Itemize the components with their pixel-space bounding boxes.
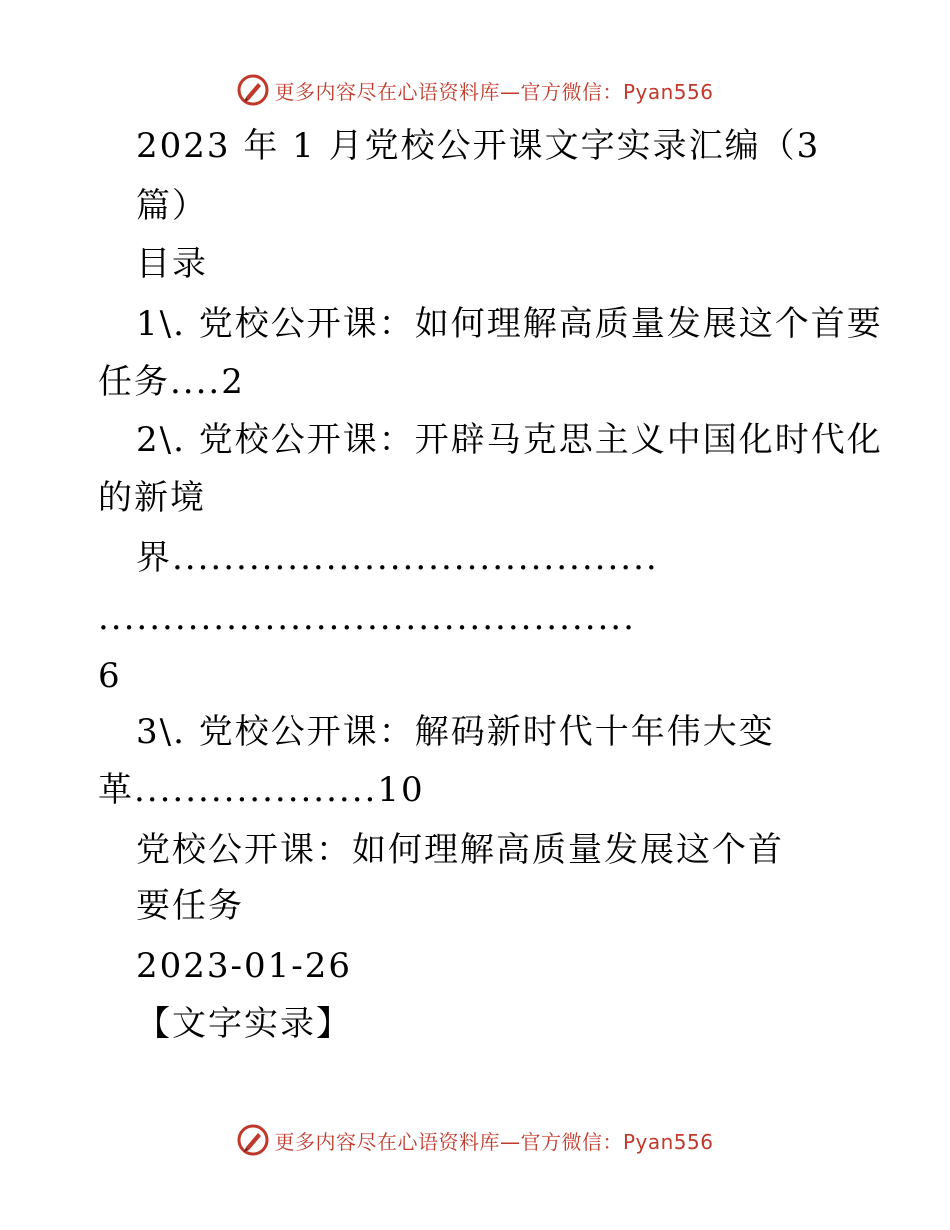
watermark-text: 更多内容尽在心语资料库—官方微信：Pyan556	[274, 79, 714, 104]
toc-item-3-line2[interactable]: 革...................10	[98, 770, 425, 810]
document-date: 2023-01-26	[136, 946, 353, 986]
toc-item-3-line1[interactable]: 3\. 党校公开课：解码新时代十年伟大变	[136, 712, 775, 752]
watermark-banner-bottom	[0, 1120, 950, 1160]
document-title-line1: 2023 年 1 月党校公开课文字实录汇编（3	[136, 126, 821, 166]
toc-item-1-line2[interactable]: 任务....2	[98, 362, 245, 402]
watermark-banner-top	[0, 70, 950, 110]
document-title-line2: 篇）	[136, 186, 208, 226]
toc-heading: 目录	[136, 244, 208, 284]
toc-item-2-line3[interactable]: 界......................................	[136, 538, 659, 578]
pen-logo-icon	[236, 1123, 270, 1157]
toc-item-2-line1[interactable]: 2\. 党校公开课：开辟马克思主义中国化时代化	[136, 420, 883, 460]
pen-logo-icon	[236, 73, 270, 107]
watermark-text: 更多内容尽在心语资料库—官方微信：Pyan556	[274, 1129, 714, 1154]
toc-item-2-line4[interactable]: ..........................................	[98, 598, 636, 638]
section-title-line2: 要任务	[136, 886, 244, 926]
toc-item-1-line1[interactable]: 1\. 党校公开课：如何理解高质量发展这个首要	[136, 304, 883, 344]
toc-item-2-line5[interactable]: 6	[98, 656, 122, 696]
toc-item-2-line2[interactable]: 的新境	[98, 478, 206, 518]
section-title-line1: 党校公开课：如何理解高质量发展这个首	[136, 830, 784, 870]
section-label: 【文字实录】	[136, 1004, 352, 1044]
